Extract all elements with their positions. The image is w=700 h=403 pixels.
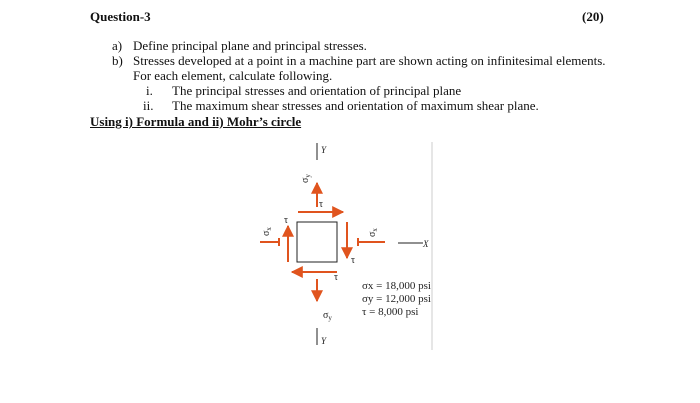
- sigma-y-top-label: $\sigma_y$: [300, 174, 312, 183]
- sub-item-i-text: The principal stresses and orientation of principal plane: [172, 83, 462, 98]
- item-a-marker: a): [112, 38, 123, 53]
- y-axis-top-label: Y: [321, 145, 327, 155]
- item-b-text-continued: For each element, calculate following.: [133, 68, 333, 83]
- item-a-text: Define principal plane and principal stresses.: [133, 38, 367, 53]
- item-b-text: Stresses developed at a point in a machine part are shown acting on infinitesimal elements.: [133, 53, 606, 68]
- sigma-x-left-label: $\sigma_x$: [261, 227, 273, 236]
- x-axis-label: X: [423, 239, 429, 249]
- question-title: Question-3: [90, 9, 151, 24]
- method-heading: Using i) Formula and ii) Mohr’s circle: [90, 114, 302, 129]
- tau-top-label: τ: [319, 199, 324, 210]
- tau-left-label: τ: [284, 215, 289, 226]
- y-axis-bottom-label: Y: [321, 336, 327, 346]
- question-marks: (20): [582, 9, 604, 24]
- item-b-marker: b): [112, 53, 123, 68]
- sub-item-ii-text: The maximum shear stresses and orientation of maximum shear plane.: [172, 98, 539, 113]
- value-sigma-y: σy = 12,000 psi: [362, 293, 431, 305]
- sigma-y-bottom-label: $\sigma_y$: [323, 310, 332, 322]
- tau-right-label: τ: [351, 255, 356, 266]
- stress-element-square: [297, 222, 337, 262]
- sub-item-ii-marker: ii.: [143, 98, 154, 113]
- sigma-x-right-label: $\sigma_x$: [367, 228, 379, 237]
- value-sigma-x: σx = 18,000 psi: [362, 280, 431, 292]
- value-tau: τ = 8,000 psi: [362, 306, 419, 318]
- tau-bottom-label: τ: [334, 272, 339, 283]
- sub-item-i-marker: i.: [146, 83, 153, 98]
